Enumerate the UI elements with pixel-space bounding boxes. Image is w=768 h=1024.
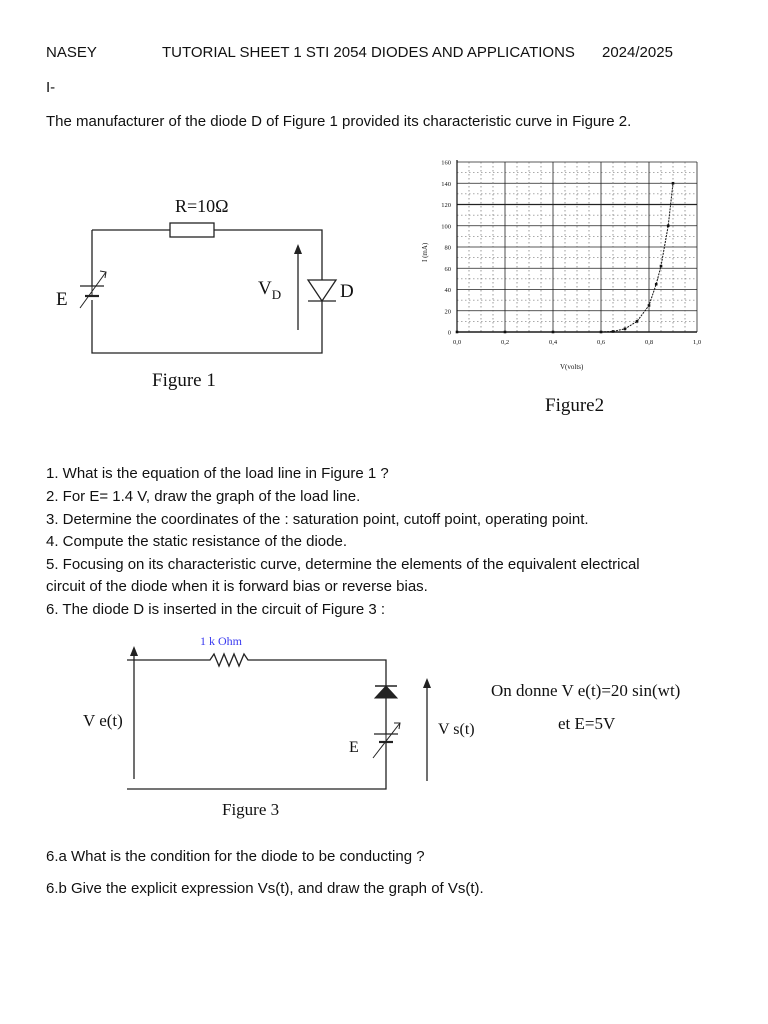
chart-point: [636, 320, 639, 323]
resistor-symbol: [170, 223, 214, 237]
chart-point: [667, 224, 670, 227]
figure3-circuit: [70, 628, 740, 828]
figure3-source-label: E: [349, 739, 359, 756]
question-5-continued: circuit of the diode when it is forward bias or reverse bias.: [46, 578, 428, 595]
chart-xtick-label: 1,0: [692, 339, 702, 346]
figure2-caption: Figure2: [545, 395, 605, 416]
chart-point: [456, 331, 459, 334]
chart-xtick-label: 0,0: [452, 339, 462, 346]
chart-ytick-label: 40: [444, 287, 451, 294]
figure3-input-label: V e(t): [83, 711, 123, 730]
diode-label: D: [340, 281, 354, 302]
chart-xtick-label: 0,8: [644, 339, 654, 346]
chart-xlabel: V(volts): [560, 363, 584, 371]
question-4: 4. Compute the static resistance of the diode.: [46, 533, 348, 550]
chart-point: [624, 328, 627, 331]
diode-symbol: [308, 280, 336, 301]
source-label: E: [56, 289, 68, 310]
chart-point: [655, 283, 658, 286]
chart-ytick-label: 160: [441, 159, 451, 167]
chart-point: [672, 182, 675, 185]
chart-point: [552, 331, 555, 334]
chart-ytick-label: 140: [441, 180, 451, 188]
question-6b: 6.b Give the explicit expression Vs(t), and draw the graph of Vs(t).: [46, 880, 484, 897]
chart-point: [660, 265, 663, 268]
question-1: 1. What is the equation of the load line in Figure 1 ?: [46, 465, 389, 482]
intro-text: The manufacturer of the diode D of Figure 1 provided its characteristic curve in Figure 2.: [46, 113, 632, 130]
section-label: I-: [46, 79, 56, 96]
header-year: 2024/2025: [602, 44, 673, 61]
chart-xtick-label: 0,2: [500, 339, 510, 346]
question-6: 6. The diode D is inserted in the circuit of Figure 3 :: [46, 601, 386, 618]
chart-ytick-label: 60: [444, 265, 451, 273]
question-2: 2. For E= 1.4 V, draw the graph of the load line.: [46, 488, 361, 505]
header-title: TUTORIAL SHEET 1 STI 2054 DIODES AND APPLICATIONS: [162, 44, 575, 61]
chart-ytick-label: 80: [444, 244, 451, 252]
chart-ytick-label: 120: [441, 202, 451, 209]
question-6a: 6.a What is the condition for the diode to be conducting ?: [46, 848, 425, 865]
chart-ytick-label: 100: [441, 223, 451, 231]
chart-point: [504, 331, 507, 334]
voltage-label: $V_D$: [258, 278, 282, 302]
chart-point: [612, 330, 615, 333]
figure3-caption: Figure 3: [222, 800, 280, 819]
resistor-label: R=10Ω: [175, 196, 229, 216]
diode-symbol: [375, 686, 397, 698]
figure1-caption: Figure 1: [152, 370, 216, 391]
chart-point: [648, 304, 651, 307]
figure3-output-label: V s(t): [438, 721, 475, 738]
given-line-2: et E=5V: [558, 714, 616, 733]
chart-xtick-label: 0,6: [596, 339, 606, 346]
question-3: 3. Determine the coordinates of the : saturation point, cutoff point, operating point.: [46, 511, 589, 528]
header-author: NASEY: [46, 44, 97, 61]
chart-point: [600, 331, 603, 334]
chart-ytick-label: 0: [447, 329, 451, 337]
figure2-chart: [415, 152, 715, 382]
chart-ylabel: I (mA): [421, 242, 429, 262]
given-line-1: On donne V e(t)=20 sin(wt): [491, 681, 681, 700]
chart-xtick-label: 0,4: [548, 339, 558, 346]
question-5: 5. Focusing on its characteristic curve, determine the elements of the equivalent electrical: [46, 556, 640, 573]
figure3-resistor-label: 1 k Ohm: [200, 634, 242, 648]
chart-ytick-label: 20: [444, 308, 451, 316]
